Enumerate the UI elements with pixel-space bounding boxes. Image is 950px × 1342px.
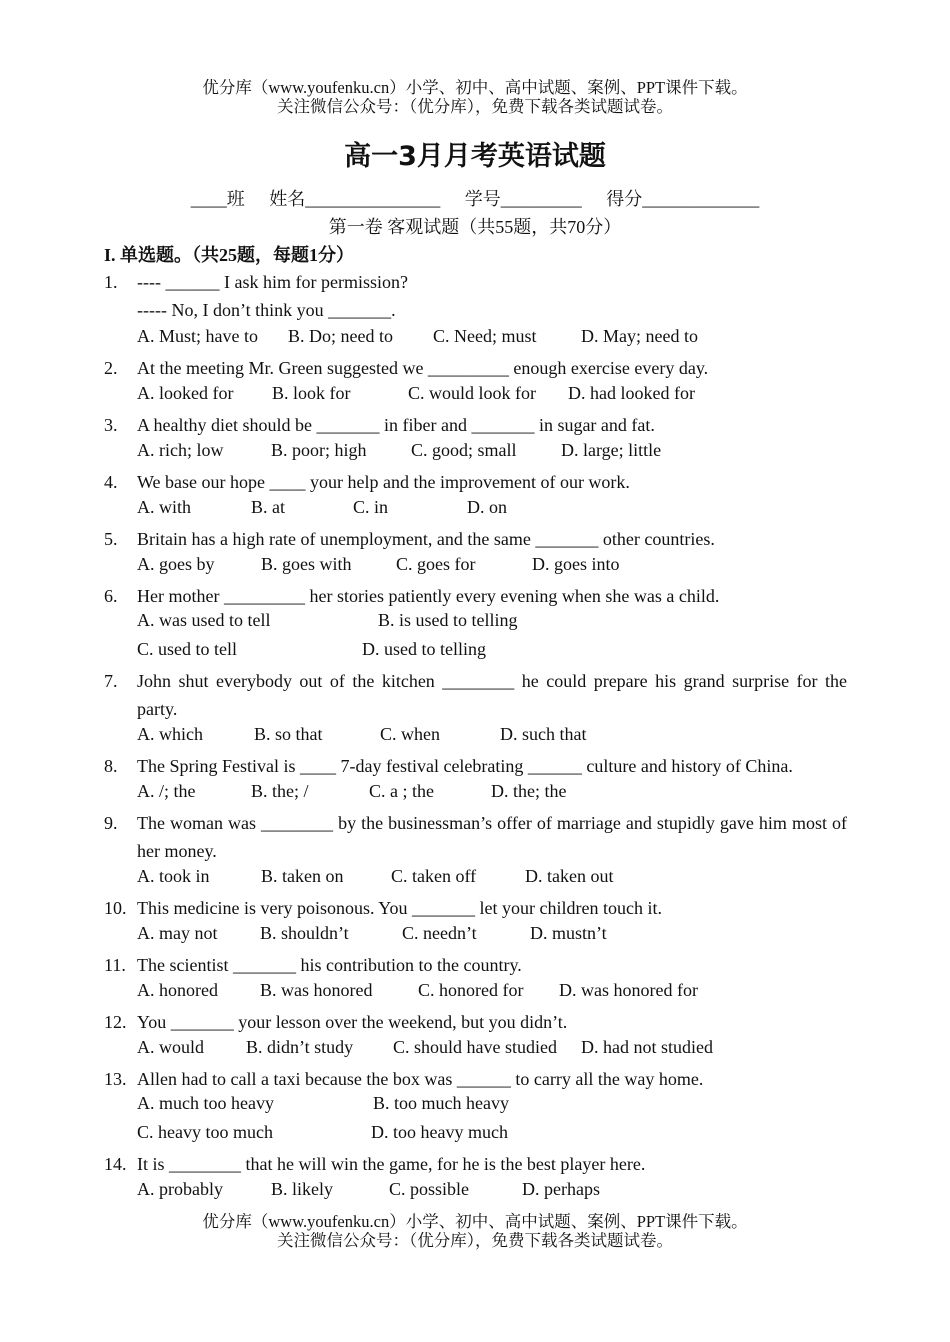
option-c: C. used to tell <box>137 639 237 659</box>
option-c: C. should have studied <box>393 1037 557 1057</box>
option-b: B. so that <box>254 724 323 744</box>
option-c: C. a ; the <box>369 781 434 801</box>
question-number: 10. <box>104 898 127 918</box>
option-a: A. with <box>137 497 191 517</box>
question-text: This medicine is very poisonous. You _______ let your children touch it. <box>137 898 662 918</box>
question-text: We base our hope ____ your help and the improvement of our work. <box>137 472 630 492</box>
question-text: Britain has a high rate of unemployment, and the same _______ other countries. <box>137 529 715 549</box>
number-field: 学号_________ <box>464 189 582 209</box>
question-text: A healthy diet should be _______ in fiber and _______ in sugar and fat. <box>137 415 655 435</box>
option-b: B. look for <box>272 383 351 403</box>
option-d: D. large; little <box>561 440 662 460</box>
question-text: Allen had to call a taxi because the box was ______ to carry all the way home. <box>137 1069 704 1089</box>
option-a: A. looked for <box>137 383 234 403</box>
question-text: At the meeting Mr. Green suggested we _________ enough exercise every day. <box>137 358 709 378</box>
question-number: 5. <box>104 529 118 549</box>
option-a: A. would <box>137 1037 204 1057</box>
header-line-1: 优分库（www.youfenku.cn）小学、初中、高中试题、案例、PPT课件下载。 <box>202 78 748 97</box>
option-d: D. such that <box>500 724 587 744</box>
option-c: C. honored for <box>418 980 524 1000</box>
section-title: I. 单选题。（共25题，每题1分） <box>104 245 355 265</box>
question-number: 2. <box>104 358 118 378</box>
option-a: A. took in <box>137 866 210 886</box>
option-a: A. may not <box>137 923 218 943</box>
footer-line-1: 优分库（www.youfenku.cn）小学、初中、高中试题、案例、PPT课件下载。 <box>202 1212 748 1231</box>
option-b: B. shouldn’t <box>260 923 349 943</box>
option-b: B. didn’t study <box>246 1037 354 1057</box>
footer-line-2: 关注微信公众号：（优分库），免费下载各类试题试卷。 <box>277 1231 673 1250</box>
question-number: 12. <box>104 1012 127 1032</box>
option-c: C. in <box>353 497 389 517</box>
option-d: D. on <box>467 497 507 517</box>
question-number: 13. <box>104 1069 127 1089</box>
question-number: 7. <box>104 671 118 691</box>
option-d: D. had looked for <box>568 383 695 403</box>
question-text: The Spring Festival is ____ 7-day festival celebrating ______ culture and history of China. <box>137 756 793 776</box>
question-number: 4. <box>104 472 118 492</box>
question-number: 1. <box>104 272 118 292</box>
question-number: 11. <box>104 955 126 975</box>
option-b: B. at <box>251 497 285 517</box>
question-number: 8. <box>104 756 118 776</box>
option-d: D. was honored for <box>559 980 698 1000</box>
option-d: D. the; the <box>491 781 567 801</box>
question-text: You _______ your lesson over the weekend, but you didn’t. <box>137 1012 568 1032</box>
page-title: 高一3月月考英语试题 <box>344 141 606 172</box>
question-number: 6. <box>104 586 118 606</box>
option-b: B. Do; need to <box>288 326 393 346</box>
part-title: 第一卷 客观试题（共55题，共70分） <box>328 217 622 237</box>
option-c: C. goes for <box>396 554 476 574</box>
option-d: D. too heavy much <box>371 1122 508 1142</box>
option-a: A. honored <box>137 980 218 1000</box>
question-text: The woman was ________ by the businessman’s offer of marriage and stupidly gave him most of her money. <box>137 813 847 862</box>
option-c: C. needn’t <box>402 923 477 943</box>
option-b: B. too much heavy <box>373 1093 509 1113</box>
class-field: ____班 <box>190 189 245 209</box>
option-c: C. would look for <box>408 383 536 403</box>
option-a: A. much too heavy <box>137 1093 274 1113</box>
option-a: A. which <box>137 724 203 744</box>
question-text: ----- No, I don’t think you _______. <box>137 300 396 320</box>
option-d: D. perhaps <box>522 1179 600 1199</box>
option-d: D. May; need to <box>581 326 698 346</box>
option-c: C. taken off <box>391 866 477 886</box>
option-b: B. the; / <box>251 781 309 801</box>
option-c: C. when <box>380 724 440 744</box>
header-line-2: 关注微信公众号：（优分库），免费下载各类试题试卷。 <box>277 97 673 116</box>
option-b: B. goes with <box>261 554 352 574</box>
option-d: D. goes into <box>532 554 620 574</box>
option-c: C. Need; must <box>433 326 537 346</box>
option-b: B. taken on <box>261 866 344 886</box>
option-b: B. likely <box>271 1179 333 1199</box>
option-a: A. Must; have to <box>137 326 258 346</box>
option-a: A. /; the <box>137 781 196 801</box>
option-c: C. good; small <box>411 440 517 460</box>
name-field: 姓名_______________ <box>269 189 441 209</box>
option-d: D. taken out <box>525 866 614 886</box>
question-text: ---- ______ I ask him for permission? <box>137 272 408 292</box>
option-d: D. used to telling <box>362 639 486 659</box>
question-text: It is ________ that he will win the game, for he is the best player here. <box>137 1154 646 1174</box>
option-b: B. is used to telling <box>378 610 518 630</box>
option-d: D. mustn’t <box>530 923 607 943</box>
score-field: 得分_____________ <box>606 189 760 209</box>
option-c: C. heavy too much <box>137 1122 273 1142</box>
option-a: A. was used to tell <box>137 610 271 630</box>
question-text: The scientist _______ his contribution to the country. <box>137 955 522 975</box>
option-d: D. had not studied <box>581 1037 713 1057</box>
student-info-line <box>0 185 950 211</box>
option-a: A. rich; low <box>137 440 224 460</box>
option-b: B. poor; high <box>271 440 367 460</box>
question-text: John shut everybody out of the kitchen ________ he could prepare his grand surprise for the party. <box>137 671 847 720</box>
question-text: Her mother _________ her stories patiently every evening when she was a child. <box>137 586 720 606</box>
question-number: 3. <box>104 415 118 435</box>
question-number: 9. <box>104 813 118 833</box>
option-a: A. probably <box>137 1179 223 1199</box>
question-number: 14. <box>104 1154 127 1174</box>
option-c: C. possible <box>389 1179 470 1199</box>
option-b: B. was honored <box>260 980 373 1000</box>
option-a: A. goes by <box>137 554 215 574</box>
